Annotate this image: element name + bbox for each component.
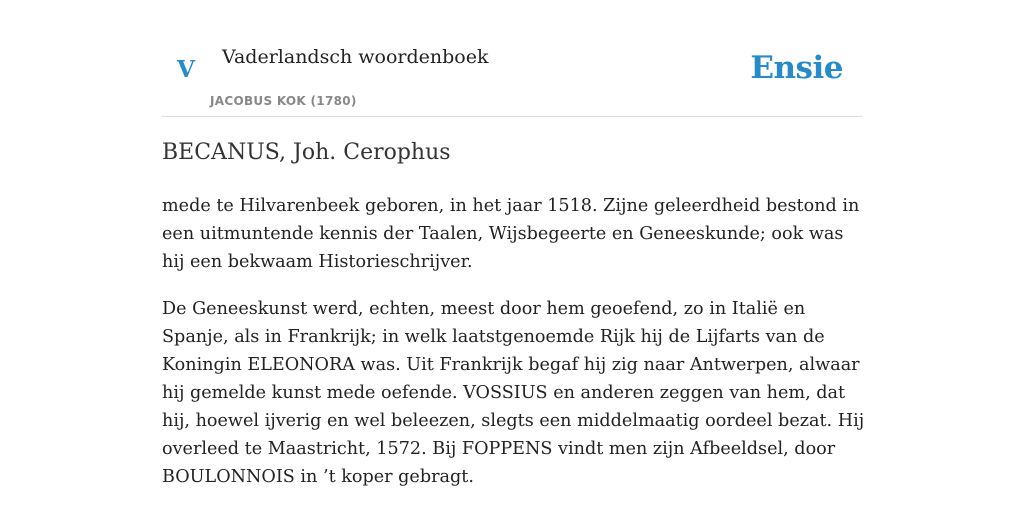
- book-author: JACOBUS KOK (1780): [210, 94, 357, 108]
- dictionary-header: [162, 0, 862, 117]
- ensie-logo[interactable]: Ensie: [750, 50, 843, 86]
- book-letter-logo[interactable]: V: [177, 56, 195, 83]
- entry-title: BECANUS, Joh. Cerophus: [162, 140, 451, 165]
- entry-paragraph: De Geneeskunst werd, echten, meest door hem geoefend, zo in Italië en Spanje, als in Frankrijk; in welk laatstgenoemde Rijk hij de Lijfarts van de Koningin ELEONORA was. Uit Frankrijk begaf hij zig naar Antwerpen, alwaar hij gemelde kunst mede oefende. VOSSIUS en anderen zeggen van hem, dat hij, hoewel ijverig en wel beleezen, slegts een middelmaatig oordeel bezat. Hij overleed te Maastricht, 1572. Bij FOPPENS vindt men zijn Afbeeldsel, door BOULONNOIS in ’t koper gebragt.: [162, 299, 865, 487]
- book-title-link[interactable]: Vaderlandsch woordenboek: [222, 46, 489, 68]
- entry-body: [162, 192, 868, 510]
- entry-paragraph: mede te Hilvarenbeek geboren, in het jaar 1518. Zijne geleerdheid bestond in een uitmuntende kennis der Taalen, Wijsbegeerte en Geneeskunde; ook was hij een bekwaam Historieschrijver.: [162, 196, 860, 272]
